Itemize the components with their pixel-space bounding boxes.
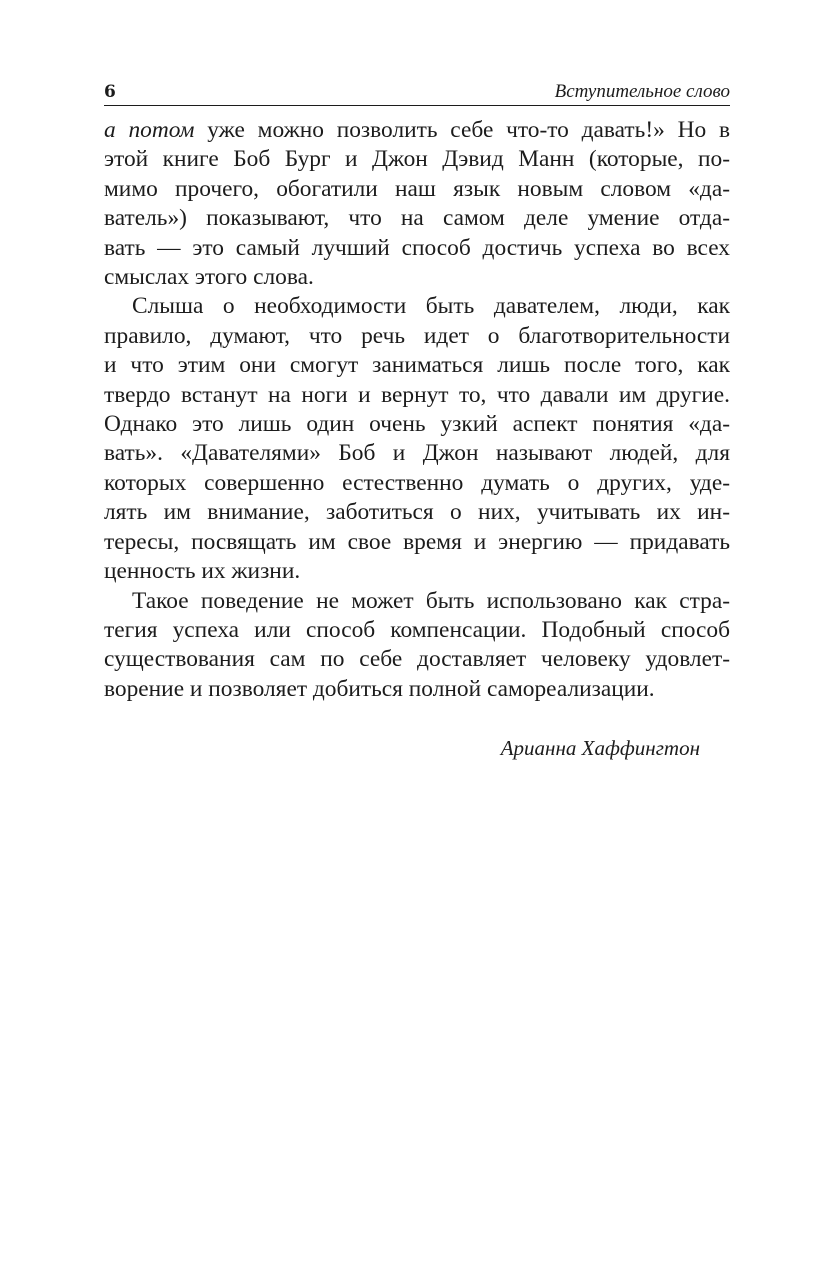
text-line: правило, думают, что речь идет о благотворительности	[104, 322, 730, 349]
text-line: ценность их жизни.	[104, 558, 301, 585]
text-line: твердо встанут на ноги и вернут то, что давали им другие.	[104, 381, 730, 408]
text-line: а потом уже можно позволить себе что-то давать!» Но в	[104, 117, 730, 143]
text-line: мимо прочего, обогатили наш язык новым словом «да-	[104, 175, 730, 202]
page-number: 6	[104, 82, 116, 102]
text-line: этой книге Боб Бург и Джон Дэвид Манн (которые, по-	[104, 146, 730, 173]
text-line: ворение и позволяет добиться полной самореализации.	[104, 675, 655, 702]
text-line: вать — это самый лучший способ достичь успеха во всех	[104, 234, 730, 261]
text-line: и что этим они смогут заниматься лишь после того, как	[104, 352, 730, 379]
text-line: Однако это лишь один очень узкий аспект понятия «да-	[104, 411, 730, 438]
text-line: смыслах этого слова.	[104, 264, 314, 291]
author-signature: Арианна Хаффингтон	[500, 736, 700, 760]
running-header	[104, 80, 730, 106]
text-line: существования сам по себе доставляет человеку удовлет-	[104, 646, 730, 673]
italic-lead: а потом	[104, 117, 195, 143]
text-line: тересы, посвящать им свое время и энергию — придавать	[104, 528, 730, 555]
paragraph-1	[104, 116, 730, 292]
section-title: Вступительное слово	[554, 81, 730, 102]
text-line: которых совершенно естественно думать о других, уде-	[104, 469, 730, 496]
text-line: вать». «Давателями» Боб и Джон называют людей, для	[104, 440, 730, 467]
text-line: ватель») показывают, что на самом деле умение отда-	[104, 205, 730, 232]
text-line: лять им внимание, заботиться о них, учитывать их ин-	[104, 499, 730, 526]
book-page	[104, 80, 730, 760]
text-line: Слыша о необходимости быть давателем, люди, как	[132, 293, 730, 320]
text-line: Такое поведение не может быть использовано как стра-	[132, 587, 730, 614]
paragraph-2	[104, 292, 730, 586]
text-line: тегия успеха или способ компенсации. Подобный способ	[104, 616, 730, 643]
paragraph-3	[104, 587, 730, 705]
body-text	[104, 116, 730, 704]
